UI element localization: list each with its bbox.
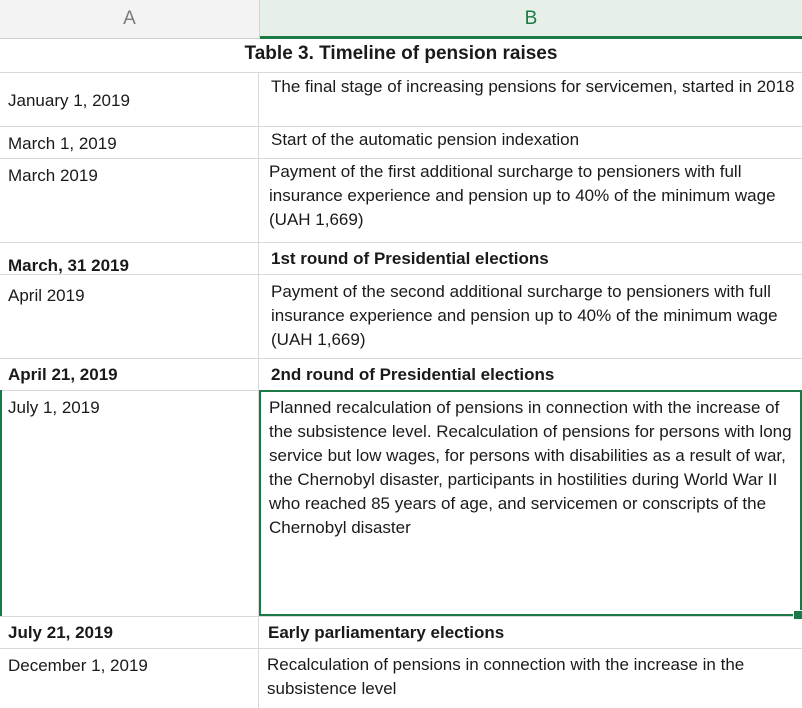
event-cell[interactable]: The final stage of increasing pensions for servicemen, started in 2018 [271,77,795,96]
event-cell[interactable]: Payment of the first additional surcharge to pensioners with full insurance experience and pension up to 40% of the minimum wage (UAH 1,669) [269,162,776,229]
event-cell[interactable]: Payment of the second additional surcharge to pensioners with full insurance experience and pension up to 40% of the minimum wage (UAH 1,669) [271,282,778,349]
column-header-a[interactable]: A [0,0,260,38]
date-cell[interactable]: March, 31 2019 [0,242,259,274]
date-cell[interactable]: July 21, 2019 [0,616,259,648]
column-header-b[interactable]: B [260,0,802,38]
table-row [0,274,802,359]
table-title[interactable]: Table 3. Timeline of pension raises [244,43,558,64]
event-cell-selected[interactable]: Planned recalculation of pensions in connection with the increase of the subsistence level. Recalculation of pensions for persons with long service but low wages, for persons with disabilities as a result of war, the Chernobyl disaster, participants in hostilities during World War II who reached 85 years of age, and servicemen or conscripts of the Chernobyl disaster [269,398,792,537]
table-row [0,648,802,708]
fill-handle[interactable] [793,610,802,620]
date-cell[interactable]: April 2019 [0,274,259,358]
date-cell[interactable]: July 1, 2019 [0,390,259,616]
table-row [0,72,802,127]
table-row [0,126,802,159]
column-header-row [0,0,802,39]
event-cell[interactable]: 1st round of Presidential elections [271,249,549,268]
date-cell[interactable]: March 2019 [0,158,259,242]
event-cell[interactable]: Recalculation of pensions in connection with the increase in the subsistence level [267,655,745,698]
date-cell[interactable]: April 21, 2019 [0,358,259,390]
table-row [0,616,802,649]
event-cell[interactable]: Early parliamentary elections [268,623,505,642]
table-row [0,158,802,243]
event-cell[interactable]: Start of the automatic pension indexation [271,130,580,149]
table-row [0,358,802,391]
date-cell[interactable]: December 1, 2019 [0,648,259,708]
title-row [0,39,802,73]
date-cell[interactable]: January 1, 2019 [0,72,259,126]
date-cell[interactable]: March 1, 2019 [0,126,259,158]
table-row [0,390,802,617]
event-cell[interactable]: 2nd round of Presidential elections [271,365,555,384]
selected-row-indicator [0,390,2,616]
table-row [0,242,802,275]
